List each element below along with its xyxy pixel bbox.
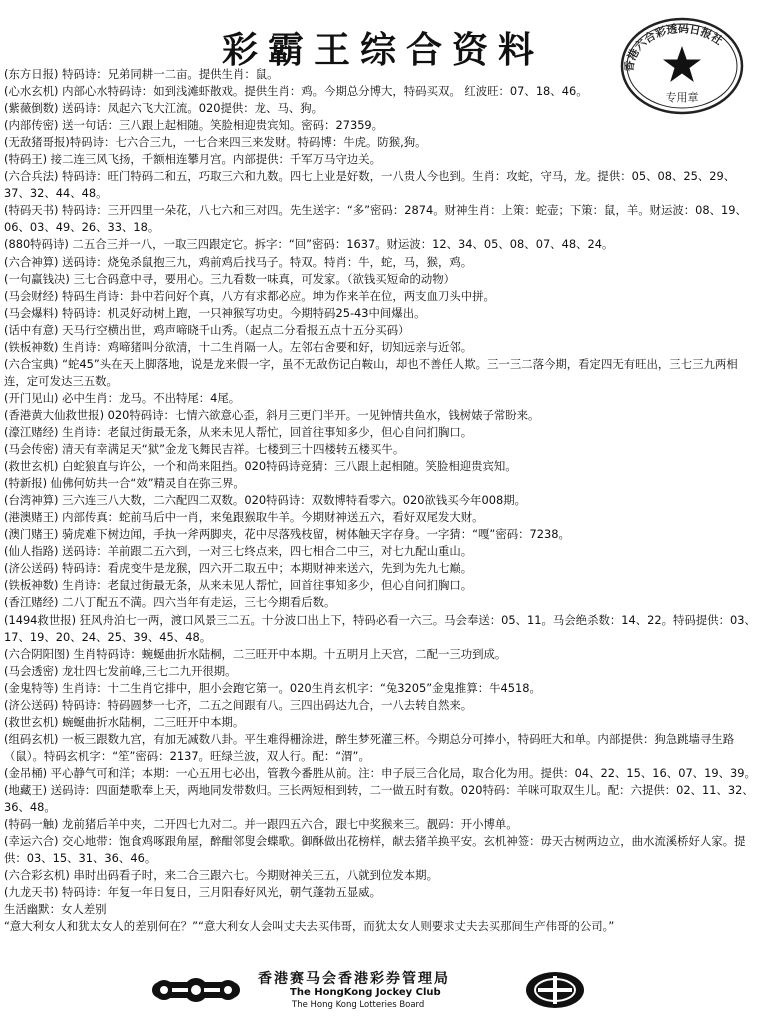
document-body: [4, 66, 756, 935]
text-line: “意大利女人和犹太女人的差别何在？”“意大利女人会叫丈夫去买伟哥，而犹太女人则要求丈夫去买那间生产伟哥的公司。”: [4, 919, 615, 934]
text-line: (内部传密) 送一句话：三八跟上起相随。笑脸相迎贵宾知。密码：27359。: [4, 118, 384, 133]
text-line: (马会透密) 龙壮四七发前峰,三七二九开很期。: [4, 663, 237, 678]
text-line: (六合神算) 送码诗：烧兔杀鼠抱三九，鸡前鸡后找马子。特双。特肖：牛，蛇，马，猴，鸡。: [4, 254, 473, 269]
org-name-english-sub: The Hong Kong Lotteries Board: [292, 1000, 425, 1010]
org-name-chinese: 香港赛马会香港彩券管理局: [258, 971, 450, 987]
text-line: (仙人指路) 送码诗：羊前跟二五六到，一对三七终点来，四七相合二中三，对七九配山重山。: [4, 544, 473, 559]
text-line: (无敌猪哥报)特码诗：七六合三九，一七合来四三来发财。特码博：牛虎。防猴,狗。: [4, 135, 427, 150]
text-line: (台湾神算) 三六连三八大数，二六配四二双数。020特码诗：双数博特看零六。020欲钱买今年008期。: [4, 493, 526, 508]
text-line: (济公送码) 特码诗：看虎变牛是龙猴，四六开二取五中；本期财神来送六，先到为先九七巅。: [4, 561, 473, 576]
text-line: (紫薇倒数) 送码诗：凤起六飞大江流。020提供：龙、马、狗。: [4, 101, 324, 116]
text-line: (开门见山) 必中生肖：龙马。不出特尾：4尾。: [4, 390, 241, 405]
text-line: (1494救世报) 狂风舟泊七一两，渡口风景三二五。十分波口出上下，特码必看一六三。马会奉送：05、11。马会绝杀数：14、22。特码提供：03、17、19、20、24、25、39、45、48。: [4, 612, 756, 644]
lotteries-board-emblem-icon: [524, 970, 586, 1010]
text-line: (组码玄机) 一板三跟数九宫，有加无减数八卦。平生难得栅涂进，醉生梦死灌三杯。今期总分可捧小，特码旺大和单。内部提供：狗急跳墙寻生路（鼠）。特码玄机字：“笙”密码：2137。旺绿兰波，双人行。配：“渭”。: [4, 731, 735, 763]
text-line: (铁板神数) 生肖诗：老鼠过街最无条，从来未见人帮忙，回首往事知多少，但心自问扪胸口。: [4, 578, 473, 593]
text-line: (香江赌经) 二八丁配五不満。四六当年有走运，三七今期看后数。: [4, 595, 336, 610]
footer: [0, 960, 766, 1024]
text-line: (马会传密) 清天有幸满足天“狱”金龙飞舞民吉祥。七楼到三十四楼转五楼买牛。: [4, 442, 405, 457]
text-line: 生活幽默：女人差别: [4, 902, 107, 917]
org-name-english: The HongKong Jockey Club: [290, 987, 441, 998]
text-line: (幸运六合) 交心地带：饱食鸡啄跟角屋，醉酣邻叟会蝶歌。御酥做出花榜样，献去猪羊换平安。玄机神签：毋天古树两边立，曲水流溪桥好人家。提供：03、15、31、36、46。: [4, 834, 746, 866]
text-line: (880特码诗) 二五合三并一八，一取三四跟定它。拆字：“回”密码：1637。财运波：12、34、05、08、07、48、24。: [4, 237, 614, 252]
text-line: (六合兵法) 特码诗：旺门特码二和五，巧取三六和九数。四七上业是好数，一八贵人今也到。生肖：攻蛇，守马，龙。提供：05、08、25、29、37、32、44、48。: [4, 169, 736, 201]
text-line: (濠江赌经) 生肖诗：老鼠过街最无条，从来未见人帮忙，回首往事知多少，但心自问扪胸口。: [4, 424, 473, 439]
seal-ring-text: 香港六合彩透码日报社: [622, 22, 725, 73]
text-line: (特新报) 仙佛何妨共一合“效”精灵自在弥三界。: [4, 476, 245, 491]
text-line: (马会爆料) 特码诗：机灵好动树上跑，一只神猴写功史。今期特码25-43中间爆出。: [4, 305, 426, 320]
text-line: (东方日报) 特码诗：兄弟同耕一二亩。提供生肖：鼠。: [4, 67, 279, 81]
text-line: (特码王) 接二连三风飞扬，千额相连攀月宫。内部提供：千军万马守边关。: [4, 152, 382, 167]
text-line: (特码天书) 特码诗：三开四里一朵花，八七六和三对四。先生送字：“多”密码：2874。财神生肖：上策：蛇壶；下策：鼠，羊。财运波：08、19、06、03、49、26、33、18。: [4, 203, 747, 235]
text-line: (港澳赌王) 内部传真：蛇前马后中一肖，来兔跟猴取牛羊。今期财神送五六，看好双尾发大财。: [4, 510, 484, 525]
text-line: (马会财经) 特码生肖诗：卦中若问好个真，八方有求都必应。坤为作来羊在位，两支血刀头中拼。: [4, 288, 495, 303]
text-line: (金鬼特等) 生肖诗：十二生肖它排中，胆小会跑它第一。020生肖玄机字：“兔3205”金鬼推算：牛4518。: [4, 680, 541, 695]
text-line: (九龙天书) 特码诗：年复一年日复日，三月阳春好风光，朝气蓬勃五显威。: [4, 885, 382, 900]
text-line: (六合阴阳图) 生肖特码诗：蜿蜒曲折水陆桐，二三旺开中本期。十五明月上天宫，二配一三功到成。: [4, 646, 507, 661]
jockey-club-emblem-icon: [150, 970, 242, 1010]
text-line: (话中有意) 天马行空横出世，鸡声啼晓千山秀。（起点二分看报五点十五分买码）: [4, 322, 410, 337]
text-line: (救世玄机) 白蛇狼直与许公，一个和尚来阻挡。020特码诗竞猜：三八跟上起相随。笑脸相迎贵宾知。: [4, 459, 517, 474]
seal-center-text: 专用章: [665, 91, 699, 104]
text-line: (一句赢钱决) 三七合码意中寻，要用心。三九看数一味真，可发家。（欲钱买短命的动物）: [4, 271, 456, 286]
text-line: (地藏王) 送码诗：四面楚歌奉上天，两地同发带数归。三长两短相到转，二一做五时有数。020特码：羊咪可取双生儿。配：六提供：02、11、32、36、48。: [4, 782, 754, 815]
text-line: (救世玄机) 蜿蜒曲折水陆桐，二三旺开中本期。: [4, 714, 245, 729]
text-line: (香港黄大仙救世报) 020特码诗：七情六欲意心歪，斜月三更门半开。一见钟情共鱼水，钱树婊子常盼来。: [4, 407, 540, 422]
text-line: (澳门赌王) 骑虎难下树边闻，手执一斧两脚夹，花中尽落残枝留，树体触天字存身。一字猜：“嘎”密码：7238。: [4, 527, 570, 542]
text-line: (特码一触) 龙前猪后羊中夹，二开四七九对二。并一跟四五六合，跟七中奖猴来三。靓码：开小博单。: [4, 817, 518, 832]
text-line: (六合宝典) “蛇45”头在天上脚落地，说是龙来假一字，虽不无敌伤记白鞍山，却也不善任人欺。三一三二落今期，看定四无有旺出，三七三九两相连，定可发达三五数。: [4, 356, 738, 388]
text-line: (六合彩玄机) 串时出码看子时，来二合三跟六七。今期财神关三五，八就到位发本期。: [4, 868, 438, 883]
page-title: 彩霸王综合资料: [221, 29, 544, 71]
text-line: (济公送码) 特码诗：特码圆梦一七齐，二五之间跟有八。三四出码达九合，一八去转自然来。: [4, 697, 473, 712]
text-line: (心水玄机) 内部心水特码诗：如到浅滩虾散戏。提供生肖：鸡。今期总分博大，特码买双。 红波旺：07、18、46。: [4, 84, 588, 99]
text-line: (铁板神数) 生肖诗：鸡啼猪叫分欲清，十二生肖隔一人。左邻右舍要和好，切知远亲与近邻。: [4, 339, 473, 354]
text-line: (金吊桶) 平心静气可和洋；本期：一心五用七必出，管教今番胜从前。注：申子辰三合化局，取合化为用。提供：04、22、15、16、07、19、39。: [4, 765, 756, 780]
